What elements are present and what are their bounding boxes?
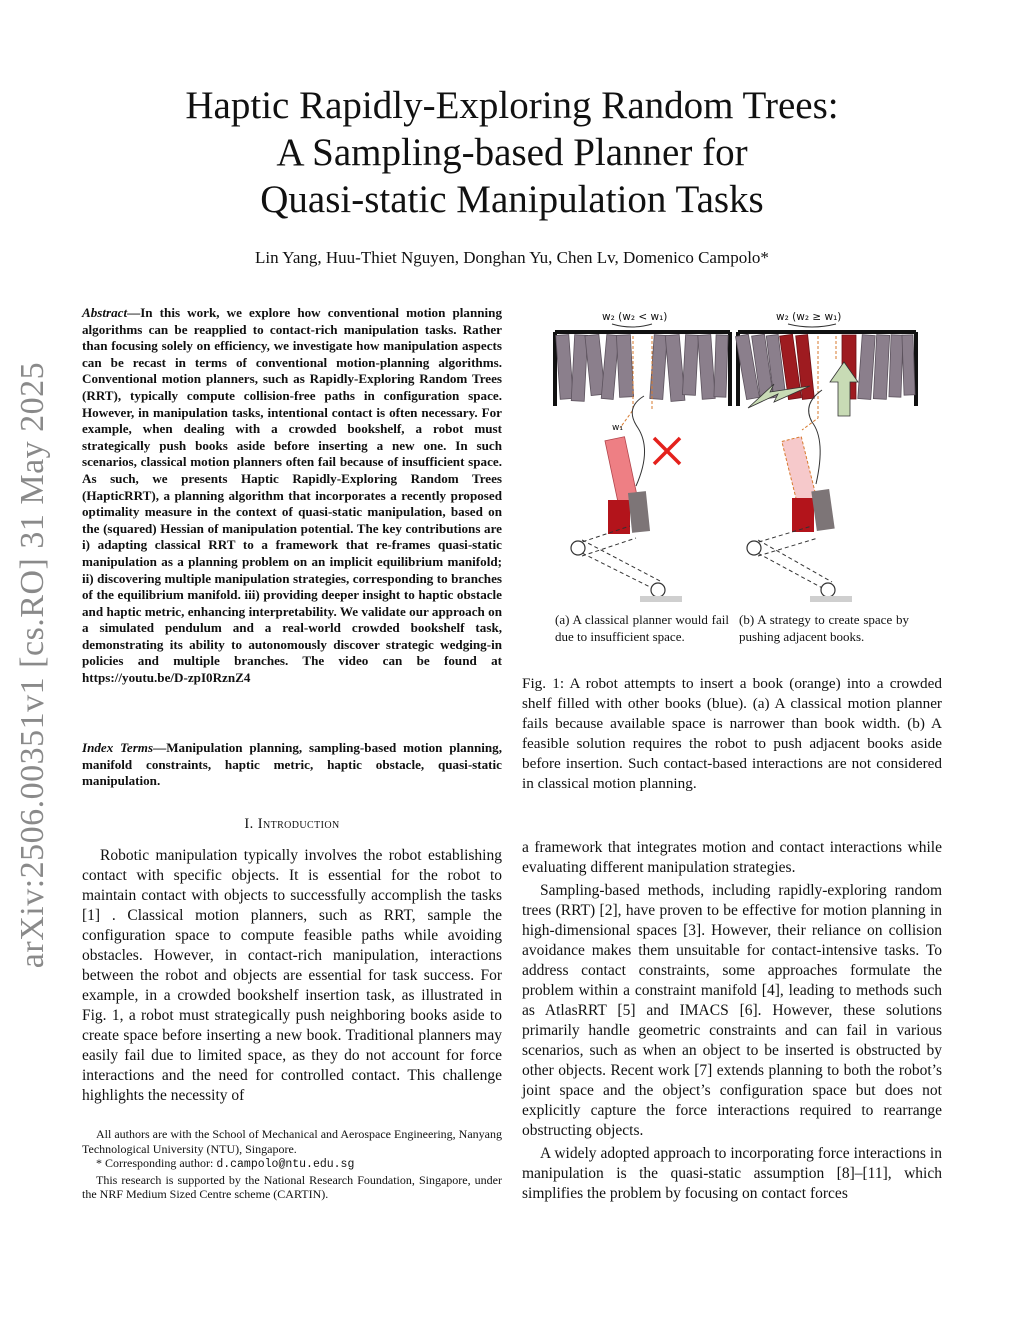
index-terms-text: —Manipulation planning, sampling-based motion planning, manifold constraints, haptic metric, haptic obstacle, quasi-static manipulation. bbox=[82, 740, 502, 789]
index-terms-label: Index Terms bbox=[82, 740, 154, 755]
fail-cross-icon bbox=[654, 438, 680, 464]
corresponding-email: d.campolo@ntu.edu.sg bbox=[216, 1158, 355, 1172]
gripper-body-a bbox=[628, 491, 650, 533]
footnote-funding: This research is supported by the National Research Foundation, Singapore, under the NRF Medium Sized Centre scheme (CARTIN). bbox=[82, 1172, 502, 1202]
abstract bbox=[82, 305, 502, 687]
joint-a2 bbox=[651, 583, 665, 597]
arm-links-b bbox=[752, 526, 832, 590]
section-heading bbox=[82, 816, 502, 833]
books-b bbox=[736, 334, 916, 399]
intro-paragraph: Sampling-based methods, including rapidly-exploring random trees (RRT) [2], have proven to be effective for motion planning in high-dimensional spaces [3]. However, their reliance on collision avoidance makes them unsuitable for contact-intensive tasks. To address contact constraints, some approaches formulate the problem within a constraint manifold [4], leading to methods such as AtlasRRT [5] and IMACS [6]. However, these solutions primarily handle geometric constraints and can fail in various scenarios, such as when an object to be inserted is obstructed by other objects. Recent work [7] extends planning to both the robot’s joint space and the object’s configuration space but does not explicitly capture the force interactions required to rearrange obstructing objects. bbox=[522, 882, 942, 1139]
index-terms bbox=[82, 740, 502, 790]
subcaption-b: (b) A strategy to create space by pushing adjacent books. bbox=[739, 612, 909, 644]
panel-b bbox=[736, 311, 916, 602]
gripper-body-b bbox=[811, 489, 834, 531]
title-line-3: Quasi-static Manipulation Tasks bbox=[260, 178, 764, 221]
gripper-finger-b bbox=[792, 498, 814, 532]
corresponding-prefix: * Corresponding author: bbox=[96, 1156, 217, 1171]
arm-links-a bbox=[576, 526, 662, 590]
joint-a1 bbox=[571, 541, 585, 555]
footnote-affiliation: All authors are with the School of Mechanical and Aerospace Engineering, Nanyang Technological University (NTU), Singapore. bbox=[82, 1127, 502, 1156]
abstract-label: Abstract bbox=[82, 305, 128, 320]
section-title: Introduction bbox=[257, 816, 340, 832]
label-w1: w₁ bbox=[612, 423, 623, 433]
footnotes bbox=[82, 1127, 502, 1202]
intro-right-column bbox=[522, 838, 942, 1204]
section-number: I. bbox=[244, 816, 254, 832]
intro-paragraph: A widely adopted approach to incorporating force interactions in manipulation is the quasi-static assumption [8]–[11], which simplifies the problem by focusing on contact forces bbox=[522, 1145, 942, 1202]
brace-b bbox=[788, 324, 836, 327]
joint-b2 bbox=[821, 583, 835, 597]
label-w2-geq-w1: w₂ (w₂ ≥ w₁) bbox=[776, 311, 842, 323]
title-line-1: Haptic Rapidly-Exploring Random Trees: bbox=[185, 84, 839, 127]
label-w2-less-w1: w₂ (w₂ < w₁) bbox=[602, 311, 668, 323]
base-b bbox=[810, 596, 852, 602]
figure-caption: Fig. 1: A robot attempts to insert a book (orange) into a crowded shelf filled with other books (blue). (a) A classical motion planner fails because available space is narrower than book width. (b) A feasible solution requires the robot to push adjacent books aside before insertion. Such contact-based interactions are not considered in classical motion planning. bbox=[522, 675, 942, 792]
books-a bbox=[556, 334, 728, 401]
figure-illustration bbox=[520, 300, 944, 612]
title-line-2: A Sampling-based Planner for bbox=[276, 131, 748, 174]
joint-b1 bbox=[747, 541, 761, 555]
intro-paragraph: Robotic manipulation typically involves the robot establishing contact with specific objects. It is essential for the robot to maintain contact with objects to successfully accomplish the tasks [1] . Classical motion planners, such as RRT, sample the configuration space to compute feasible paths while avoiding obstacles. However, in contact-rich manipulation, interactions between the robot and objects are essential for task success. For example, in a crowded bookshelf insertion task, as illustrated in Fig. 1, a robot must strategically push neighboring books aside to create space before inserting a new book. Traditional planners may easily fail due to limited space, as they do not account for force interactions and the need for controlled contact. This challenge highlights the necessity of bbox=[82, 847, 502, 1104]
paper-title bbox=[100, 82, 924, 223]
subcaption-a: (a) A classical planner would fail due to insufficient space. bbox=[555, 612, 729, 644]
gripper-finger-a bbox=[608, 500, 630, 534]
author-list: Lin Yang, Huu-Thiet Nguyen, Donghan Yu, Chen Lv, Domenico Campolo* bbox=[255, 248, 769, 267]
brace-a bbox=[612, 324, 652, 327]
intro-left-column bbox=[82, 846, 502, 1106]
footnote-corresponding bbox=[82, 1156, 502, 1173]
path-b bbox=[809, 390, 822, 484]
intro-paragraph-continued: a framework that integrates motion and contact interactions while evaluating different manipulation strategies. bbox=[522, 839, 942, 876]
path-a bbox=[632, 396, 644, 486]
abstract-text: —In this work, we explore how conventional motion planning algorithms can be reapplied to contact-rich manipulation tasks. Rather than focusing solely on efficiency, we investigate how manipulation aspects can be recast in terms of conventional motion-planning algorithms. Conventional motion planners, such as Rapidly-Exploring Random Trees (RRT), typically compute collision-free paths in configuration space. However, in manipulation tasks, intentional contact is often necessary. For example, when dealing with a crowded bookshelf, a robot must strategically push books aside before inserting a new one. In such scenarios, classical motion planners often fail because of insufficient space. As such, we presents Haptic Rapidly-Exploring Random Trees (HapticRRT), a planning algorithm that incorporates a recently proposed optimality measure in the context of quasi-static manipulation, based on the (squared) Hessian of manipulation potential. The key contributions are i) adapting classical RRT to a framework that re-frames quasi-static manipulation as a planning problem on an implicit equilibrium manifold; ii) discovering multiple manipulation strategies, corresponding to branches of the equilibrium manifold. iii) providing deeper insight to haptic obstacle and haptic metric, enhancing interpretability. We validate our approach on a simulated pendulum and a real-world crowded bookshelf task, demonstrating its ability to autonomously discover strategic wedging-in policies and multiple branches. The video can be found at https://youtu.be/D-zpI0RznZ4 bbox=[82, 305, 502, 686]
base-a bbox=[640, 596, 682, 602]
panel-a bbox=[555, 311, 730, 602]
arxiv-identifier: arXiv:2506.00351v1 [cs.RO] 31 May 2025 bbox=[14, 361, 51, 969]
